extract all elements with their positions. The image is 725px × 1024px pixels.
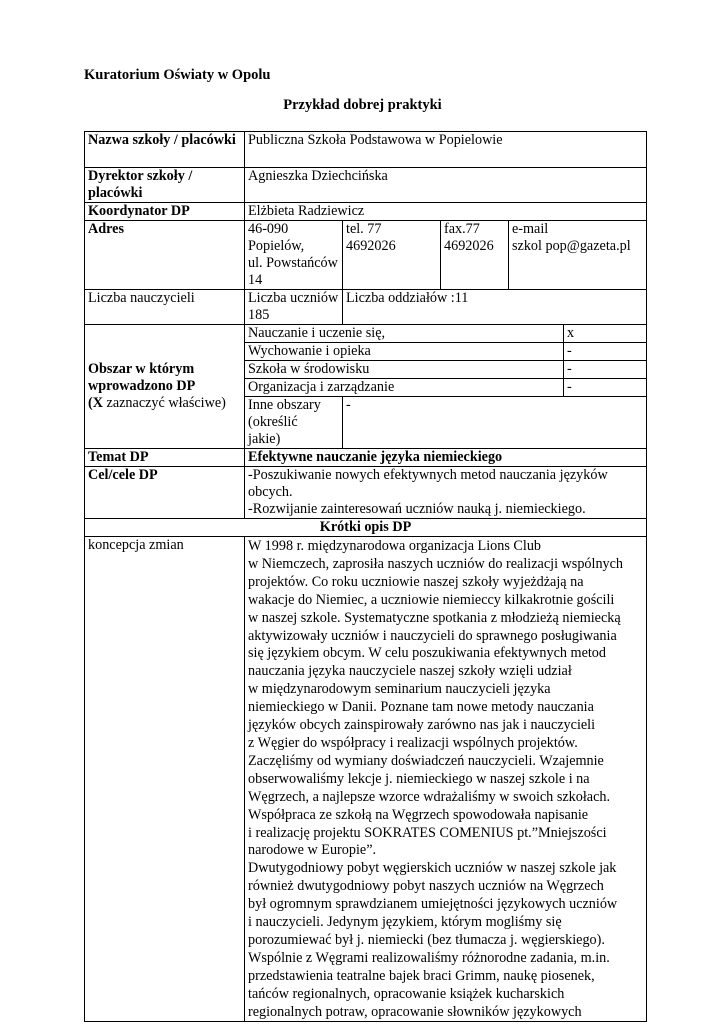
school-name-row	[85, 132, 647, 168]
director-label	[85, 168, 245, 203]
area-item-name: Szkoła w środowisku	[245, 361, 564, 379]
director-row	[85, 168, 647, 203]
area-label-line: wprowadzono DP	[88, 378, 196, 394]
school-name-value: Publiczna Szkoła Podstawowa w Popielowie	[245, 132, 647, 168]
coordinator-label: Koordynator DP	[85, 203, 245, 221]
address-line: ul. Powstańców 14	[248, 255, 338, 288]
goal-line: obcych.	[248, 484, 293, 500]
students-line: 185	[248, 307, 270, 323]
area-label-hint-rest: zaznaczyć właściwe)	[102, 395, 226, 411]
area-item-mark: -	[564, 343, 647, 361]
school-name-label: Nazwa szkoły / placówki	[85, 132, 245, 168]
description-line: z Węgier do współpracy i realizacji wspólnych projektów.	[248, 734, 578, 751]
description-line: w międzynarodowym seminarium nauczycieli języka	[248, 681, 551, 698]
description-line: Węgrzech, a najlepsze wzorce wdrażaliśmy w swoich szkołach.	[248, 788, 611, 805]
address-label: Adres	[85, 221, 245, 290]
description-line: Współpraca ze szkołą na Węgrzech spowodowała napisanie	[248, 806, 589, 823]
area-other-label	[245, 397, 343, 449]
area-row	[85, 325, 647, 343]
goals-row	[85, 467, 647, 519]
email-value	[509, 221, 647, 290]
address-value	[245, 221, 343, 290]
concept-row	[85, 537, 647, 1022]
area-item-name: Wychowanie i opieka	[245, 343, 564, 361]
description-line: Zaczęliśmy od wymiany doświadczeń nauczycieli. Wzajemnie	[248, 752, 604, 769]
description-line: w Niemczech, zaprosiła naszych uczniów do realizacji wspólnych	[248, 555, 624, 572]
description-line: obserwowaliśmy lekcje j. niemieckiego w naszej szkole i na	[248, 770, 590, 787]
counts-row	[85, 290, 647, 325]
description-line: wakacje do Niemiec, a uczniowie niemieccy kilkakrotnie gościli	[248, 591, 615, 608]
description-line: W 1998 r. międzynarodowa organizacja Lions Club	[248, 538, 542, 554]
organization-heading: Kuratorium Oświaty w Opolu	[84, 67, 271, 83]
goal-line: -Poszukiwanie nowych efektywnych metod nauczania języków	[248, 467, 608, 483]
students-count	[245, 290, 343, 325]
concept-description	[245, 537, 647, 1022]
email-line: e-mail	[512, 221, 549, 237]
topic-value: Efektywne nauczanie języka niemieckiego	[245, 449, 647, 467]
director-value: Agnieszka Dziechcińska	[245, 168, 647, 203]
description-line: Wspólnie z Węgrami realizowaliśmy różnorodne zadania, m.in.	[248, 949, 610, 966]
address-line: 46-090 Popielów,	[248, 221, 305, 254]
goals-label: Cel/cele DP	[85, 467, 245, 519]
description-line: tańców regionalnych, opracowanie książek kucharskich	[248, 985, 565, 1002]
practice-form-table	[84, 131, 647, 1022]
description-line: również dwutygodniowy pobyt naszych uczniów na Węgrzech	[248, 878, 604, 895]
description-line: w naszej szkole. Systematyczne spotkania z młodzieżą niemiecką	[248, 609, 621, 626]
goals-value	[245, 467, 647, 519]
topic-label: Temat DP	[85, 449, 245, 467]
address-row	[85, 221, 647, 290]
description-line: niemieckiego w Danii. Poznane tam nowe metody nauczania	[248, 699, 594, 716]
area-other-line: Inne obszary	[248, 397, 321, 413]
area-other-line: jakie)	[248, 431, 281, 447]
area-label-hint: (X	[88, 395, 103, 411]
short-desc-heading: Krótki opis DP	[85, 519, 647, 537]
description-line: narodowe w Europie”.	[248, 842, 377, 859]
area-other-line: (określić	[248, 414, 298, 430]
area-item-mark: -	[564, 379, 647, 397]
description-line: porozumiewać był j. niemiecki (bez tłumacza j. węgierskiego).	[248, 931, 605, 948]
area-item-mark: -	[564, 361, 647, 379]
area-item-mark: x	[564, 325, 647, 343]
area-item-name: Organizacja i zarządzanie	[245, 379, 564, 397]
document-title: Przykład dobrej praktyki	[283, 97, 442, 113]
fax-line: fax.77	[444, 221, 480, 237]
description-line: i realizację projektu SOKRATES COMENIUS pt.”Mniejszości	[248, 824, 607, 841]
fax-line: 4692026	[444, 238, 494, 254]
description-line: nauczania języka nauczyciele naszej szkoły wzięli udział	[248, 663, 572, 680]
phone-value	[343, 221, 441, 290]
topic-row	[85, 449, 647, 467]
director-label-line: placówki	[88, 185, 143, 201]
short-desc-heading-row	[85, 519, 647, 537]
description-line: regionalnych potraw, opracowanie słowników językowych	[248, 1003, 582, 1020]
description-line: Dwutygodniowy pobyt węgierskich uczniów w naszej szkole jak	[248, 860, 617, 877]
area-label-line: Obszar w którym	[88, 361, 195, 377]
classes-count: Liczba oddziałów :11	[343, 290, 647, 325]
email-line: szkol pop@gazeta.pl	[512, 238, 631, 254]
description-line: języków obcych zainspirowały zarówno nas jak i nauczycieli	[248, 717, 596, 734]
description-line: przedstawienia teatralne bajek braci Grimm, naukę piosenek,	[248, 967, 595, 984]
description-line: projektów. Co roku uczniowie naszej szkoły wyjeżdżają na	[248, 573, 584, 590]
area-item-name: Nauczanie i uczenie się,	[245, 325, 564, 343]
description-line: i nauczycieli. Jedynym językiem, którym mogliśmy się	[248, 914, 562, 931]
description-line: był ogromnym sprawdzianem umiejętności językowych uczniów	[248, 896, 618, 913]
goal-line: -Rozwijanie zainteresowań uczniów nauką j. niemieckiego.	[248, 501, 586, 517]
fax-value	[441, 221, 509, 290]
description-line: aktywizowały uczniów i nauczycieli do sprawnego posługiwania	[248, 627, 617, 644]
area-label	[85, 325, 245, 449]
area-other-value: -	[343, 397, 647, 449]
coordinator-value: Elżbieta Radziewicz	[245, 203, 647, 221]
director-label-line: Dyrektor szkoły /	[88, 168, 193, 184]
concept-label: koncepcja zmian	[85, 537, 245, 1022]
coordinator-row	[85, 203, 647, 221]
phone-line: tel. 77	[346, 221, 382, 237]
description-line: się językiem obcym. W celu poszukiwania efektywnych metod	[248, 645, 606, 662]
phone-line: 4692026	[346, 238, 396, 254]
students-line: Liczba uczniów	[248, 290, 339, 306]
teachers-count-label: Liczba nauczycieli	[85, 290, 245, 325]
